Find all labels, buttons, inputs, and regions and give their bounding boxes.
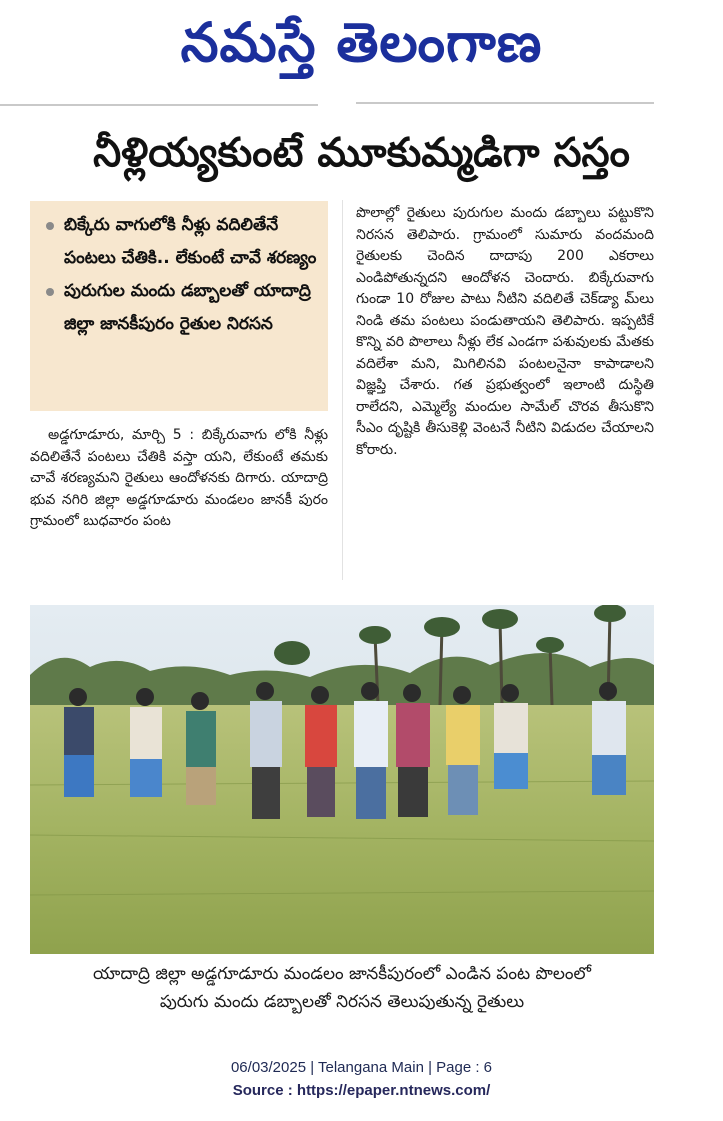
masthead-rule-left: [0, 104, 318, 106]
highlight-item: [44, 275, 318, 341]
edition-line: 06/03/2025 | Telangana Main | Page : 6: [230, 1059, 493, 1076]
bullet-dot: [46, 222, 54, 230]
source-line[interactable]: Source : https://epaper.ntnews.com/: [232, 1082, 491, 1099]
news-photo: [30, 605, 654, 954]
highlight-text: పురుగుల మందు డబ్బాలతో యాదాద్రి జిల్లా జానకీపురం రైతుల నిరసన: [64, 281, 311, 334]
highlight-item: [44, 209, 318, 275]
bullet-dot: [46, 288, 54, 296]
photo-caption: [30, 960, 654, 1016]
highlights-box: [30, 201, 328, 411]
masthead-rule-right: [356, 102, 654, 104]
caption-line: పురుగు మందు డబ్బాలతో నిరసన తెలుపుతున్న రైతులు: [159, 992, 525, 1012]
article-body-left: [30, 425, 328, 533]
caption-line: యాదాద్రి జిల్లా అడ్డగూడూరు మండలం జానకీపురంలో ఎండిన పంట పొలంలో: [93, 964, 591, 984]
masthead-title: నమస్తే తెలంగాణ: [180, 11, 543, 74]
article-body-right: [356, 203, 654, 461]
farmers-protest-photo: [30, 605, 654, 954]
body-paragraph: పొలాల్లో రైతులు పురుగుల మందు డబ్బాలు పట్టుకొని నిరసన తెలిపారు. గ్రామంలో సుమారు వందమంది రైతులకు చెందిన దాదాపు 200 ఎకరాలు ఎండిపోతున్నదని ఆందోళన చెందారు. బిక్కేరువాగు గుండా 10 రోజుల పాటు నీటిని వదిలితే చెక్‌డ్యా మ్‌లు నిండి తమ పంటలు పండుతాయని తెలిపారు. ఇప్పటికే కొన్ని వరి పొలాలు నీళ్లు లేక ఎండగా పశువులకు మేతకు వదిలేశా మని, మిగిలినవి పంటలనైనా కాపాడాలని విజ్ఞప్తి చేశారు. గత ప్రభుత్వంలో ఇలాంటి దుస్థితి రాలేదని, ఎమ్మెల్యే మందుల సామేల్ చొరవ తీసుకొని సీఎం దృష్టికి తీసుకెళ్లి వెంటనే నీటిని విడుదల చేయాలని కోరారు.: [356, 205, 654, 458]
highlight-text: బిక్కేరు వాగులోకి నీళ్లు వదిలితేనే పంటలు చేతికి.. లేకుంటే చావే శరణ్యం: [64, 215, 317, 268]
article-headline: నీళ్లియ్యకుంటే మూకుమ్మడిగా సస్తం: [93, 130, 630, 176]
column-divider: [342, 200, 343, 580]
body-paragraph: అడ్డగూడూరు, మార్చి 5 : బిక్కేరువాగు లోకి నీళ్లు వదిలితేనే పంటలు చేతికి వస్తా యని, లేకుంటే తమకు చావే శరణ్యమని రైతులు ఆందోళనకు దిగారు. యాదాద్రి భువ నగిరి జిల్లా అడ్డగూడూరు మండలం జానకీ పురం గ్రామంలో బుధవారం పంట: [30, 427, 328, 529]
